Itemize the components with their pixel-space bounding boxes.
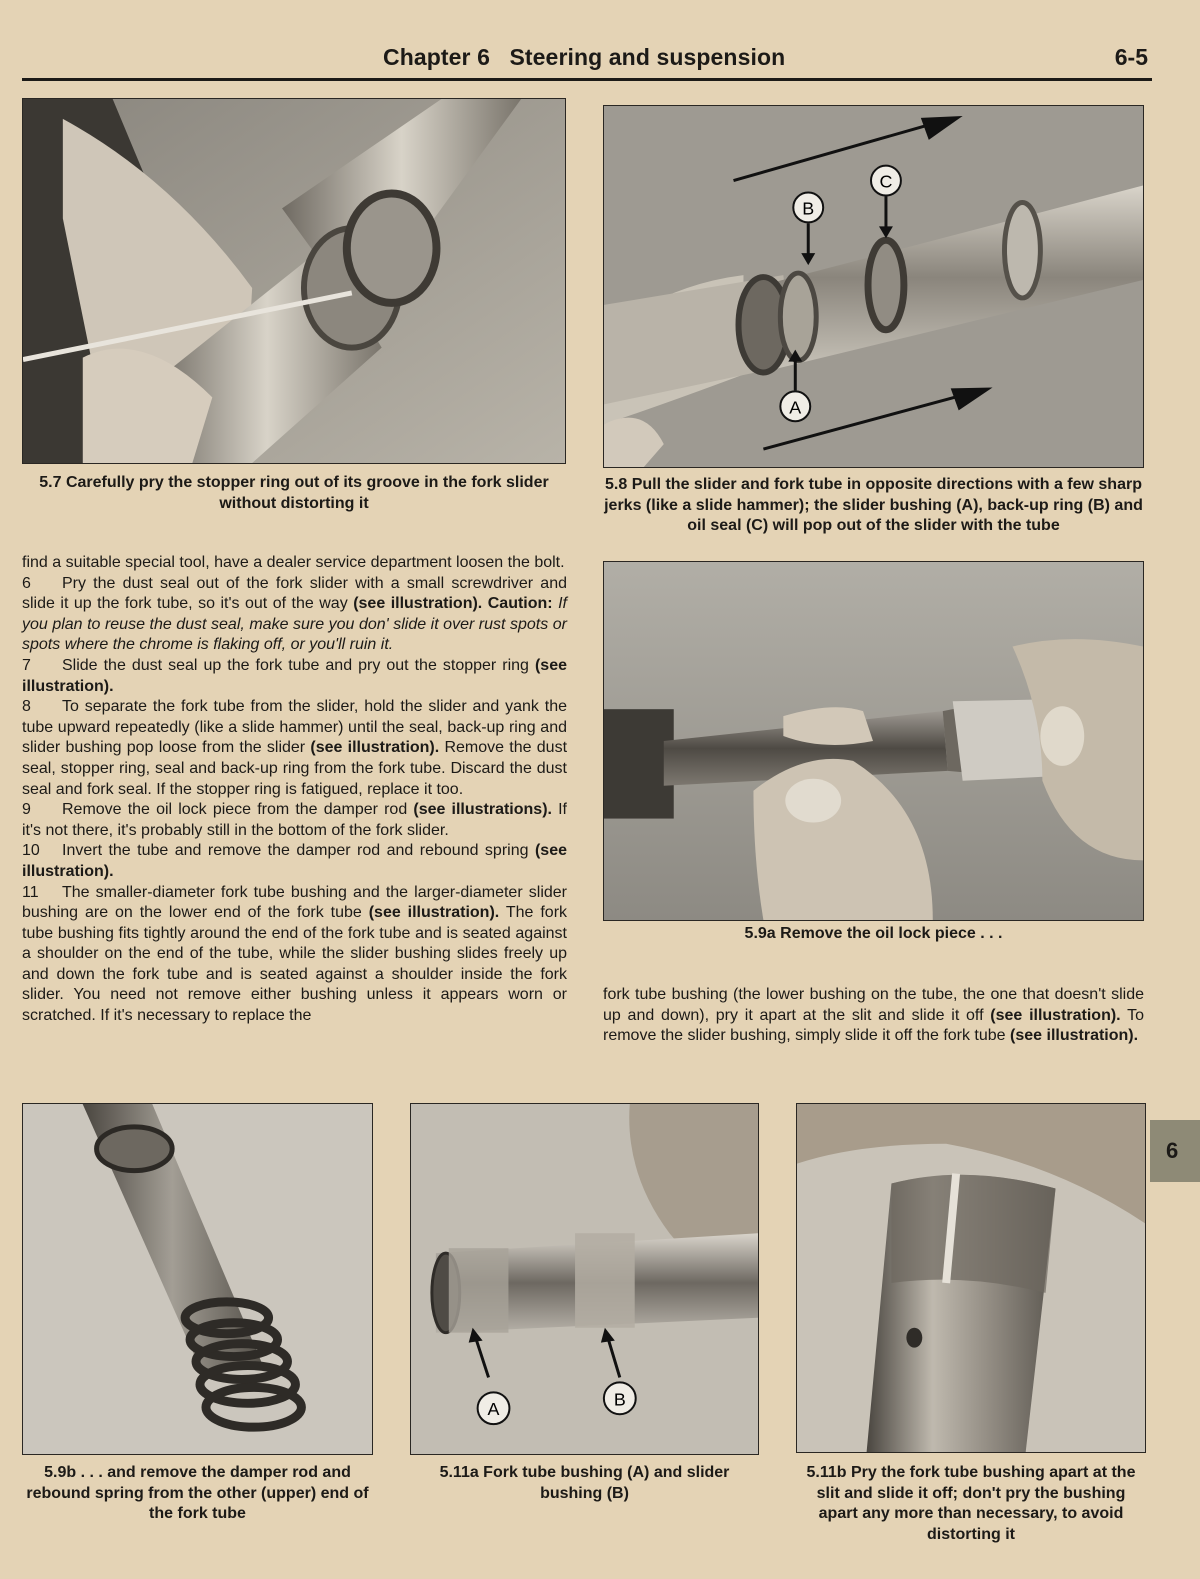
svg-text:A: A bbox=[487, 1399, 500, 1420]
continued-text: fork tube bushing (the lower bushing on the tube, the one that doesn't slide up and down), pry it apart at the slit and slide it off bbox=[603, 986, 1144, 1024]
caption-5-9a: 5.9a Remove the oil lock piece . . . bbox=[744, 925, 1003, 942]
photo-5-11a bbox=[410, 1103, 759, 1455]
step-text: To separate the fork tube from the slider, hold the slider and yank the tube upward repeatedly (like a slide hammer) until the seal, back-up ring and slider bushing pop loose from the slider bbox=[22, 698, 567, 757]
chapter-title: Steering and suspension bbox=[509, 44, 786, 70]
step-number: 9 bbox=[22, 801, 31, 819]
left-column-text bbox=[22, 553, 567, 1027]
step-number: 6 bbox=[22, 574, 31, 592]
paragraph-step-6 bbox=[22, 574, 567, 656]
caption-5-7: 5.7 Carefully pry the stopper ring out of its groove in the fork slider without distorting it bbox=[39, 474, 549, 512]
photo-5-8 bbox=[603, 105, 1144, 468]
step-number: 10 bbox=[22, 842, 40, 860]
chapter-heading bbox=[383, 44, 785, 71]
svg-text:B: B bbox=[802, 198, 815, 219]
step-text-continued: The fork tube bushing fits tightly around the end of the fork tube and is seated against a shoulder on the end of the tube, while the slider bushing slides freely up and down the fork tube and is seated against a shoulder inside the fork slider. You need not remove either bushing unless it appears worn or scratched. If it's necessary to replace the bbox=[22, 904, 568, 1025]
step-text: Invert the tube and remove the damper rod and rebound spring bbox=[62, 842, 529, 860]
caption-5-8: 5.8 Pull the slider and fork tube in opposite directions with a few sharp jerks (like a slide hammer); the slider bushing (A), back-up ring (B) and oil seal (C) will pop out of the slider with the tube bbox=[604, 476, 1143, 534]
paragraph-step-8 bbox=[22, 697, 567, 800]
step-text-continued: If it's not there, it's probably still in the bottom of the fork slider. bbox=[22, 801, 567, 839]
see-illustration-ref: (see illustration). bbox=[368, 904, 500, 922]
caution-label: Caution: bbox=[487, 595, 553, 613]
paragraph-step-9 bbox=[22, 800, 567, 841]
see-illustration-ref: (see illustrations). bbox=[413, 801, 552, 819]
step-text-continued: Remove the dust seal, stopper ring, seal and back-up ring from the fork tube. Discard the dust seal and fork seal. If the stopper ring is fatigued, replace it too. bbox=[22, 739, 568, 798]
right-column-text bbox=[603, 985, 1144, 1047]
svg-text:B: B bbox=[613, 1389, 626, 1410]
see-illustration-ref: (see illustration). bbox=[353, 595, 483, 613]
step-text: Remove the oil lock piece from the damper rod bbox=[62, 801, 408, 819]
chapter-thumb-tab: 6 bbox=[1150, 1120, 1200, 1182]
see-illustration-ref: (see illustration). bbox=[1010, 1027, 1139, 1045]
photo-5-9b bbox=[22, 1103, 373, 1455]
paragraph-step-10 bbox=[22, 841, 567, 882]
paragraph-step-7 bbox=[22, 656, 567, 697]
step-number: 8 bbox=[22, 698, 31, 716]
caution-text: If you plan to reuse the dust seal, make sure you don' slide it over rust spots or spots where the chrome is flaking off, or you'll ruin it. bbox=[22, 595, 567, 654]
svg-text:C: C bbox=[879, 171, 893, 192]
step-text: The smaller-diameter fork tube bushing and the larger-diameter slider bushing are on the lower end of the fork tube bbox=[22, 883, 567, 922]
page-number: 6-5 bbox=[1114, 44, 1148, 70]
photo-5-11b bbox=[796, 1103, 1146, 1453]
step-text: Pry the dust seal out of the fork slider with a small screwdriver and slide it up the fork tube, so it's out of the way bbox=[22, 574, 567, 613]
paragraph-continued bbox=[603, 985, 1144, 1047]
see-illustration-ref: (see illustration). bbox=[22, 656, 567, 695]
see-illustration-ref: (see illustration). bbox=[310, 739, 440, 757]
step-number: 11 bbox=[22, 883, 39, 901]
header-rule bbox=[22, 78, 1152, 81]
caption-5-11a: 5.11a Fork tube bushing (A) and slider bushing (B) bbox=[439, 1464, 730, 1502]
caption-5-11b: 5.11b Pry the fork tube bushing apart at the slit and slide it off; don't pry the bushing apart any more than necessary, to avoid distorting it bbox=[806, 1464, 1136, 1543]
step-number: 7 bbox=[22, 656, 31, 674]
photo-5-9a bbox=[603, 561, 1144, 921]
chapter-number: Chapter 6 bbox=[383, 44, 490, 70]
step-text: Slide the dust seal up the fork tube and pry out the stopper ring bbox=[62, 656, 529, 674]
see-illustration-ref: (see illustration). bbox=[990, 1006, 1121, 1024]
continued-text-2: To remove the slider bushing, simply slide it off the fork tube bbox=[603, 1006, 1145, 1045]
paragraph-step-11 bbox=[22, 883, 567, 1027]
photo-5-7 bbox=[22, 98, 566, 464]
svg-text:A: A bbox=[789, 397, 802, 418]
caption-5-9b: 5.9b . . . and remove the damper rod and rebound spring from the other (upper) end of the fork tube bbox=[26, 1464, 369, 1522]
see-illustration-ref: (see illustration). bbox=[22, 842, 567, 880]
paragraph-intro: find a suitable special tool, have a dealer service department loosen the bolt. bbox=[22, 554, 565, 571]
